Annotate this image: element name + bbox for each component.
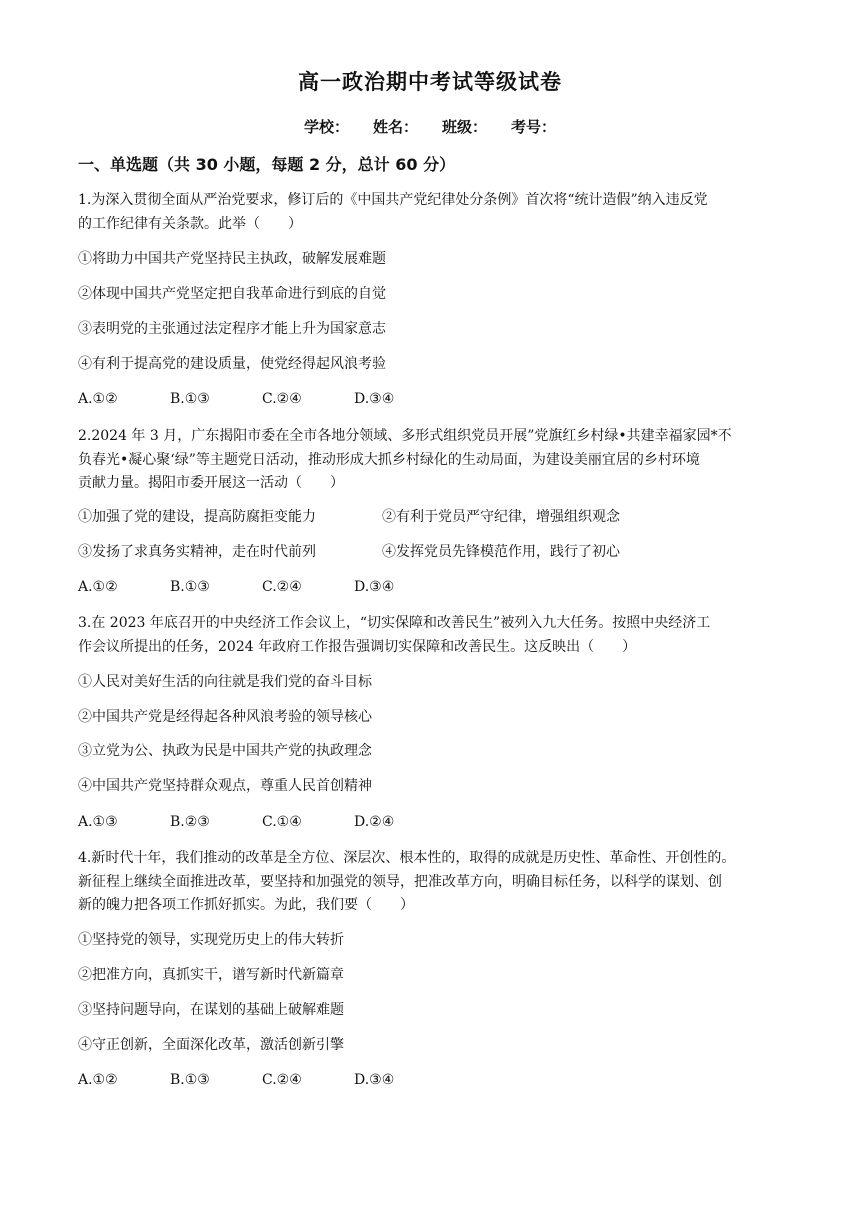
q3-option-a[interactable]: A.①③ [78,814,118,830]
q3-item: ④中国共产党坚持群众观点，尊重人民首创精神 [78,778,372,794]
q3-stem-line: 作会议所提出的任务，2024 年政府工作报告强调切实保障和改善民生。这反映出（ ） [78,639,637,655]
q1-item: ④有利于提高党的建设质量，使党经得起风浪考验 [78,356,386,372]
student-info-row [0,116,860,137]
q2-stem-line: 2.2024 年 3 月，广东揭阳市委在全市各地分领域、多形式组织党员开展”党旗红乡村绿•共建幸福家园*不 [78,428,732,444]
q3-item: ③立党为公、执政为民是中国共产党的执政理念 [78,743,372,759]
q1-options [78,389,446,409]
q2-items-row-1 [78,507,778,527]
q1-option-c[interactable]: C.②④ [262,391,302,407]
q2-option-a[interactable]: A.①② [78,579,118,595]
q4-stem-line: 新的魄力把各项工作抓好抓实。为此，我们要（ ） [78,897,414,913]
q2-option-c[interactable]: C.②④ [262,579,302,595]
number-label: 考号： [511,118,557,136]
q3-option-b[interactable]: B.②③ [170,814,210,830]
q4-options [78,1070,446,1090]
q4-item: ④守正创新，全面深化改革，激活创新引擎 [78,1037,344,1053]
q1-stem-line: 的工作纪律有关条款。此举（ ） [78,216,302,232]
q2-item: ④发挥党员先锋模范作用，践行了初心 [382,544,620,560]
q2-options [78,577,446,597]
q1-item: ②体现中国共产党坚定把自我革命进行到底的自觉 [78,286,386,302]
q2-item: ③发扬了求真务实精神，走在时代前列 [78,544,316,560]
q2-option-d[interactable]: D.③④ [354,579,395,595]
q2-stem-line: 贡献力量。揭阳市委开展这一活动（ ） [78,475,344,491]
class-label: 班级： [442,118,488,136]
name-label: 姓名： [372,118,418,136]
q1-option-a[interactable]: A.①② [78,391,118,407]
q4-option-c[interactable]: C.②④ [262,1072,302,1088]
q3-stem-line: 3.在 2023 年底召开的中央经济工作会议上，“切实保障和改善民生”被列入九大任务。按照中央经济工 [78,615,711,631]
q4-option-d[interactable]: D.③④ [354,1072,395,1088]
q2-stem-line: 负春光•凝心聚‘绿”等主题党日活动，推动形成大抓乡村绿化的生动局面，为建设美丽宜居的乡村环境 [78,452,700,468]
q2-item: ②有利于党员严守纪律，增强组织观念 [382,509,620,525]
q4-item: ②把准方向，真抓实干，谱写新时代新篇章 [78,967,344,983]
q2-option-b[interactable]: B.①③ [170,579,210,595]
q3-item: ①人民对美好生活的向往就是我们党的奋斗目标 [78,674,372,690]
school-label: 学校： [303,118,349,136]
q1-item: ③表明党的主张通过法定程序才能上升为国家意志 [78,321,386,337]
q3-option-c[interactable]: C.①④ [262,814,302,830]
q1-option-d[interactable]: D.③④ [354,391,395,407]
q4-item: ①坚持党的领导，实现党历史上的伟大转折 [78,932,344,948]
q1-item: ①将助力中国共产党坚持民主执政，破解发展难题 [78,251,386,267]
q1-stem-line: 1.为深入贯彻全面从严治党要求，修订后的《中国共产党纪律处分条例》首次将“统计造假”纳入违反党 [78,192,708,208]
q4-option-b[interactable]: B.①③ [170,1072,210,1088]
q3-option-d[interactable]: D.②④ [354,814,395,830]
q2-items-row-2 [78,542,778,562]
q3-item: ②中国共产党是经得起各种风浪考验的领导核心 [78,709,372,725]
q1-option-b[interactable]: B.①③ [170,391,210,407]
exam-title: 高一政治期中考试等级试卷 [298,70,562,94]
q4-item: ③坚持问题导向，在谋划的基础上破解难题 [78,1002,344,1018]
q4-stem-line: 4.新时代十年，我们推动的改革是全方位、深层次、根本性的，取得的成就是历史性、革命性、开创性的。 [78,850,736,866]
q3-options [78,812,446,832]
q4-stem-line: 新征程上继续全面推进改革，要坚持和加强党的领导，把准改革方向，明确目标任务，以科学的谋划、创 [78,874,722,890]
section-heading: 一、单选题（共 30 小题，每题 2 分，总计 60 分） [78,155,456,174]
q4-option-a[interactable]: A.①② [78,1072,118,1088]
q2-item: ①加强了党的建设，提高防腐拒变能力 [78,509,316,525]
